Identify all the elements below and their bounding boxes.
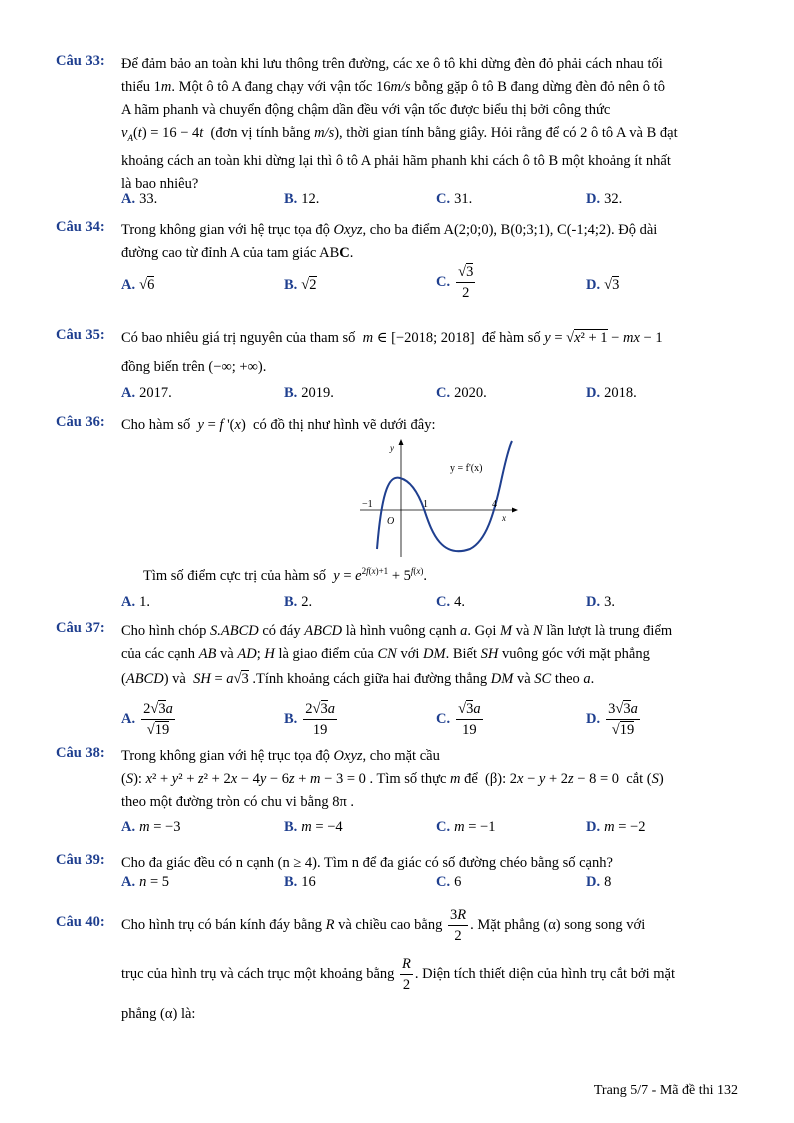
question-text: Có bao nhiêu giá trị nguyên của tham số m ∈ [−2018; 2018] để hàm số y = √x² + 1 − mx − 1 đồng biến trên (−∞; +∞). (121, 330, 663, 375)
option-a[interactable]: A. $\frac{2√3a}{√19}$ (121, 701, 173, 738)
option-a[interactable]: A. m = −3 (121, 819, 181, 835)
answer-options (121, 819, 741, 843)
question-number: Câu 40: (56, 914, 105, 930)
x-axis-arrow (512, 508, 518, 513)
option-c[interactable]: C. $\frac{√3}{2}$ (436, 264, 474, 301)
question-text: Cho hàm số y = f '(x) có đồ thị như hình vẽ dưới đây: (121, 417, 436, 433)
answer-options (121, 264, 741, 301)
question-34 (56, 219, 740, 301)
answer-options (121, 385, 741, 409)
option-d[interactable]: D. m = −2 (586, 819, 646, 835)
question-number: Câu 37: (56, 620, 105, 636)
question-text: Cho hình trụ có bán kính đáy bằng R và chiều cao bằng $\frac{3R}{2}$ . Mặt phẳng (α) song song với trục của hình trụ và cách trục một khoảng bằng $\frac{R}{2}$ . Diện tích thiết diện của hình trụ cắt bởi mặt phẳng (α) là: (121, 907, 676, 1023)
tick-label-4: 4 (492, 499, 497, 510)
question-35 (56, 327, 740, 401)
option-d[interactable]: D. 8 (586, 874, 612, 890)
question-number: Câu 34: (56, 219, 105, 235)
question-number: Câu 39: (56, 852, 105, 868)
question-33 (56, 53, 740, 207)
question-40 (56, 906, 740, 1026)
option-d[interactable]: D. 32. (586, 191, 623, 207)
derivative-curve (377, 441, 512, 551)
answer-options (121, 874, 741, 898)
option-b[interactable]: B. $\frac{2√3a}{19}$ (284, 701, 336, 738)
answer-options (121, 594, 741, 618)
question-number: Câu 36: (56, 414, 105, 430)
curve-label: y = f'(x) (450, 463, 483, 474)
question-37 (56, 620, 740, 738)
option-b[interactable]: B. 2. (284, 594, 313, 610)
option-d[interactable]: D. √3 (586, 277, 620, 293)
option-a[interactable]: A. 33. (121, 191, 158, 207)
question-text: Để đảm bảo an toàn khi lưu thông trên đường, các xe ô tô khi dừng đèn đỏ phải cách nhau tối thiểu 1m. Một ô tô A đang chạy với vận tốc 16m/s bỗng gặp ô tô B đang dừng đèn đỏ nên ô tô A hãm phanh và chuyển động chậm dần đều với vận tốc được biểu thị bởi công thức $v_A(t) = 16 - 4t$ (đơn vị tính bằng m/s), thời gian tính bằng giây. Hỏi rằng để có 2 ô tô A và B đạt khoảng cách an toàn khi dừng lại thì ô tô A phải hãm phanh khi cách ô tô B một khoảng ít nhất là bao nhiêu? (121, 56, 678, 192)
question-text: Trong không gian với hệ trục tọa độ Oxyz, cho mặt cầu (S): x² + y² + z² + 2x − 4y − 6z + m − 3 = 0 . Tìm số thực m để (β): 2x − y + 2z − 8 = 0 cắt (S) theo một đường tròn có chu vi bằng 8π . (121, 748, 664, 810)
question-subtext: Tìm số điểm cực trị của hàm số $y = e^{2f(x)+1} + 5^{f(x)}$. (143, 566, 428, 584)
option-c[interactable]: C. $\frac{√3a}{19}$ (436, 701, 481, 738)
question-text: Trong không gian với hệ trục tọa độ Oxyz, cho ba điểm A(2;0;0), B(0;3;1), C(-1;4;2). Độ dài đường cao từ đỉnh A của tam giác ABC. (121, 222, 658, 261)
option-a[interactable]: A. √6 (121, 277, 155, 293)
option-c[interactable]: C. m = −1 (436, 819, 496, 835)
option-d[interactable]: D. 2018. (586, 385, 637, 401)
option-c[interactable]: C. 2020. (436, 385, 487, 401)
option-b[interactable]: B. m = −4 (284, 819, 343, 835)
tick-label-1: 1 (423, 499, 428, 510)
question-number: Câu 38: (56, 745, 105, 761)
option-d[interactable]: D. 3. (586, 594, 615, 610)
origin-label: O (387, 516, 395, 527)
tick-label-neg1: −1 (362, 499, 373, 510)
question-36 (56, 414, 740, 610)
question-text: Cho hình chóp S.ABCD có đáy ABCD là hình vuông cạnh a. Gọi M và N lần lượt là trung điểm của các cạnh AB và AD; H là giao điểm của CN với DM. Biết SH vuông góc với mặt phẳng (ABCD) và SH = a√3 .Tính khoảng cách giữa hai đường thẳng DM và SC theo a. (121, 623, 673, 687)
option-c[interactable]: C. 4. (436, 594, 465, 610)
option-c[interactable]: C. 31. (436, 191, 473, 207)
option-c[interactable]: C. 6 (436, 874, 462, 890)
derivative-graph (360, 437, 520, 559)
y-axis-label: y (390, 443, 394, 453)
x-axis-label: x (502, 513, 506, 523)
option-b[interactable]: B. √2 (284, 277, 317, 293)
option-a[interactable]: A. 1. (121, 594, 150, 610)
question-number: Câu 33: (56, 53, 105, 69)
option-a[interactable]: A. n = 5 (121, 874, 170, 890)
option-d[interactable]: D. $\frac{3√3a}{√19}$ (586, 701, 638, 738)
question-38 (56, 745, 740, 835)
answer-options (121, 700, 741, 744)
question-text: Cho đa giác đều có n cạnh (n ≥ 4). Tìm n để đa giác có số đường chéo bằng số cạnh? (121, 855, 613, 871)
question-number: Câu 35: (56, 327, 105, 343)
option-b[interactable]: B. 12. (284, 191, 320, 207)
answer-options (121, 191, 741, 215)
option-b[interactable]: B. 16 (284, 874, 316, 890)
option-a[interactable]: A. 2017. (121, 385, 172, 401)
y-axis-arrow (399, 439, 404, 445)
option-b[interactable]: B. 2019. (284, 385, 334, 401)
page-footer: Trang 5/7 - Mã đề thi 132 (593, 1083, 738, 1098)
question-39 (56, 852, 740, 890)
